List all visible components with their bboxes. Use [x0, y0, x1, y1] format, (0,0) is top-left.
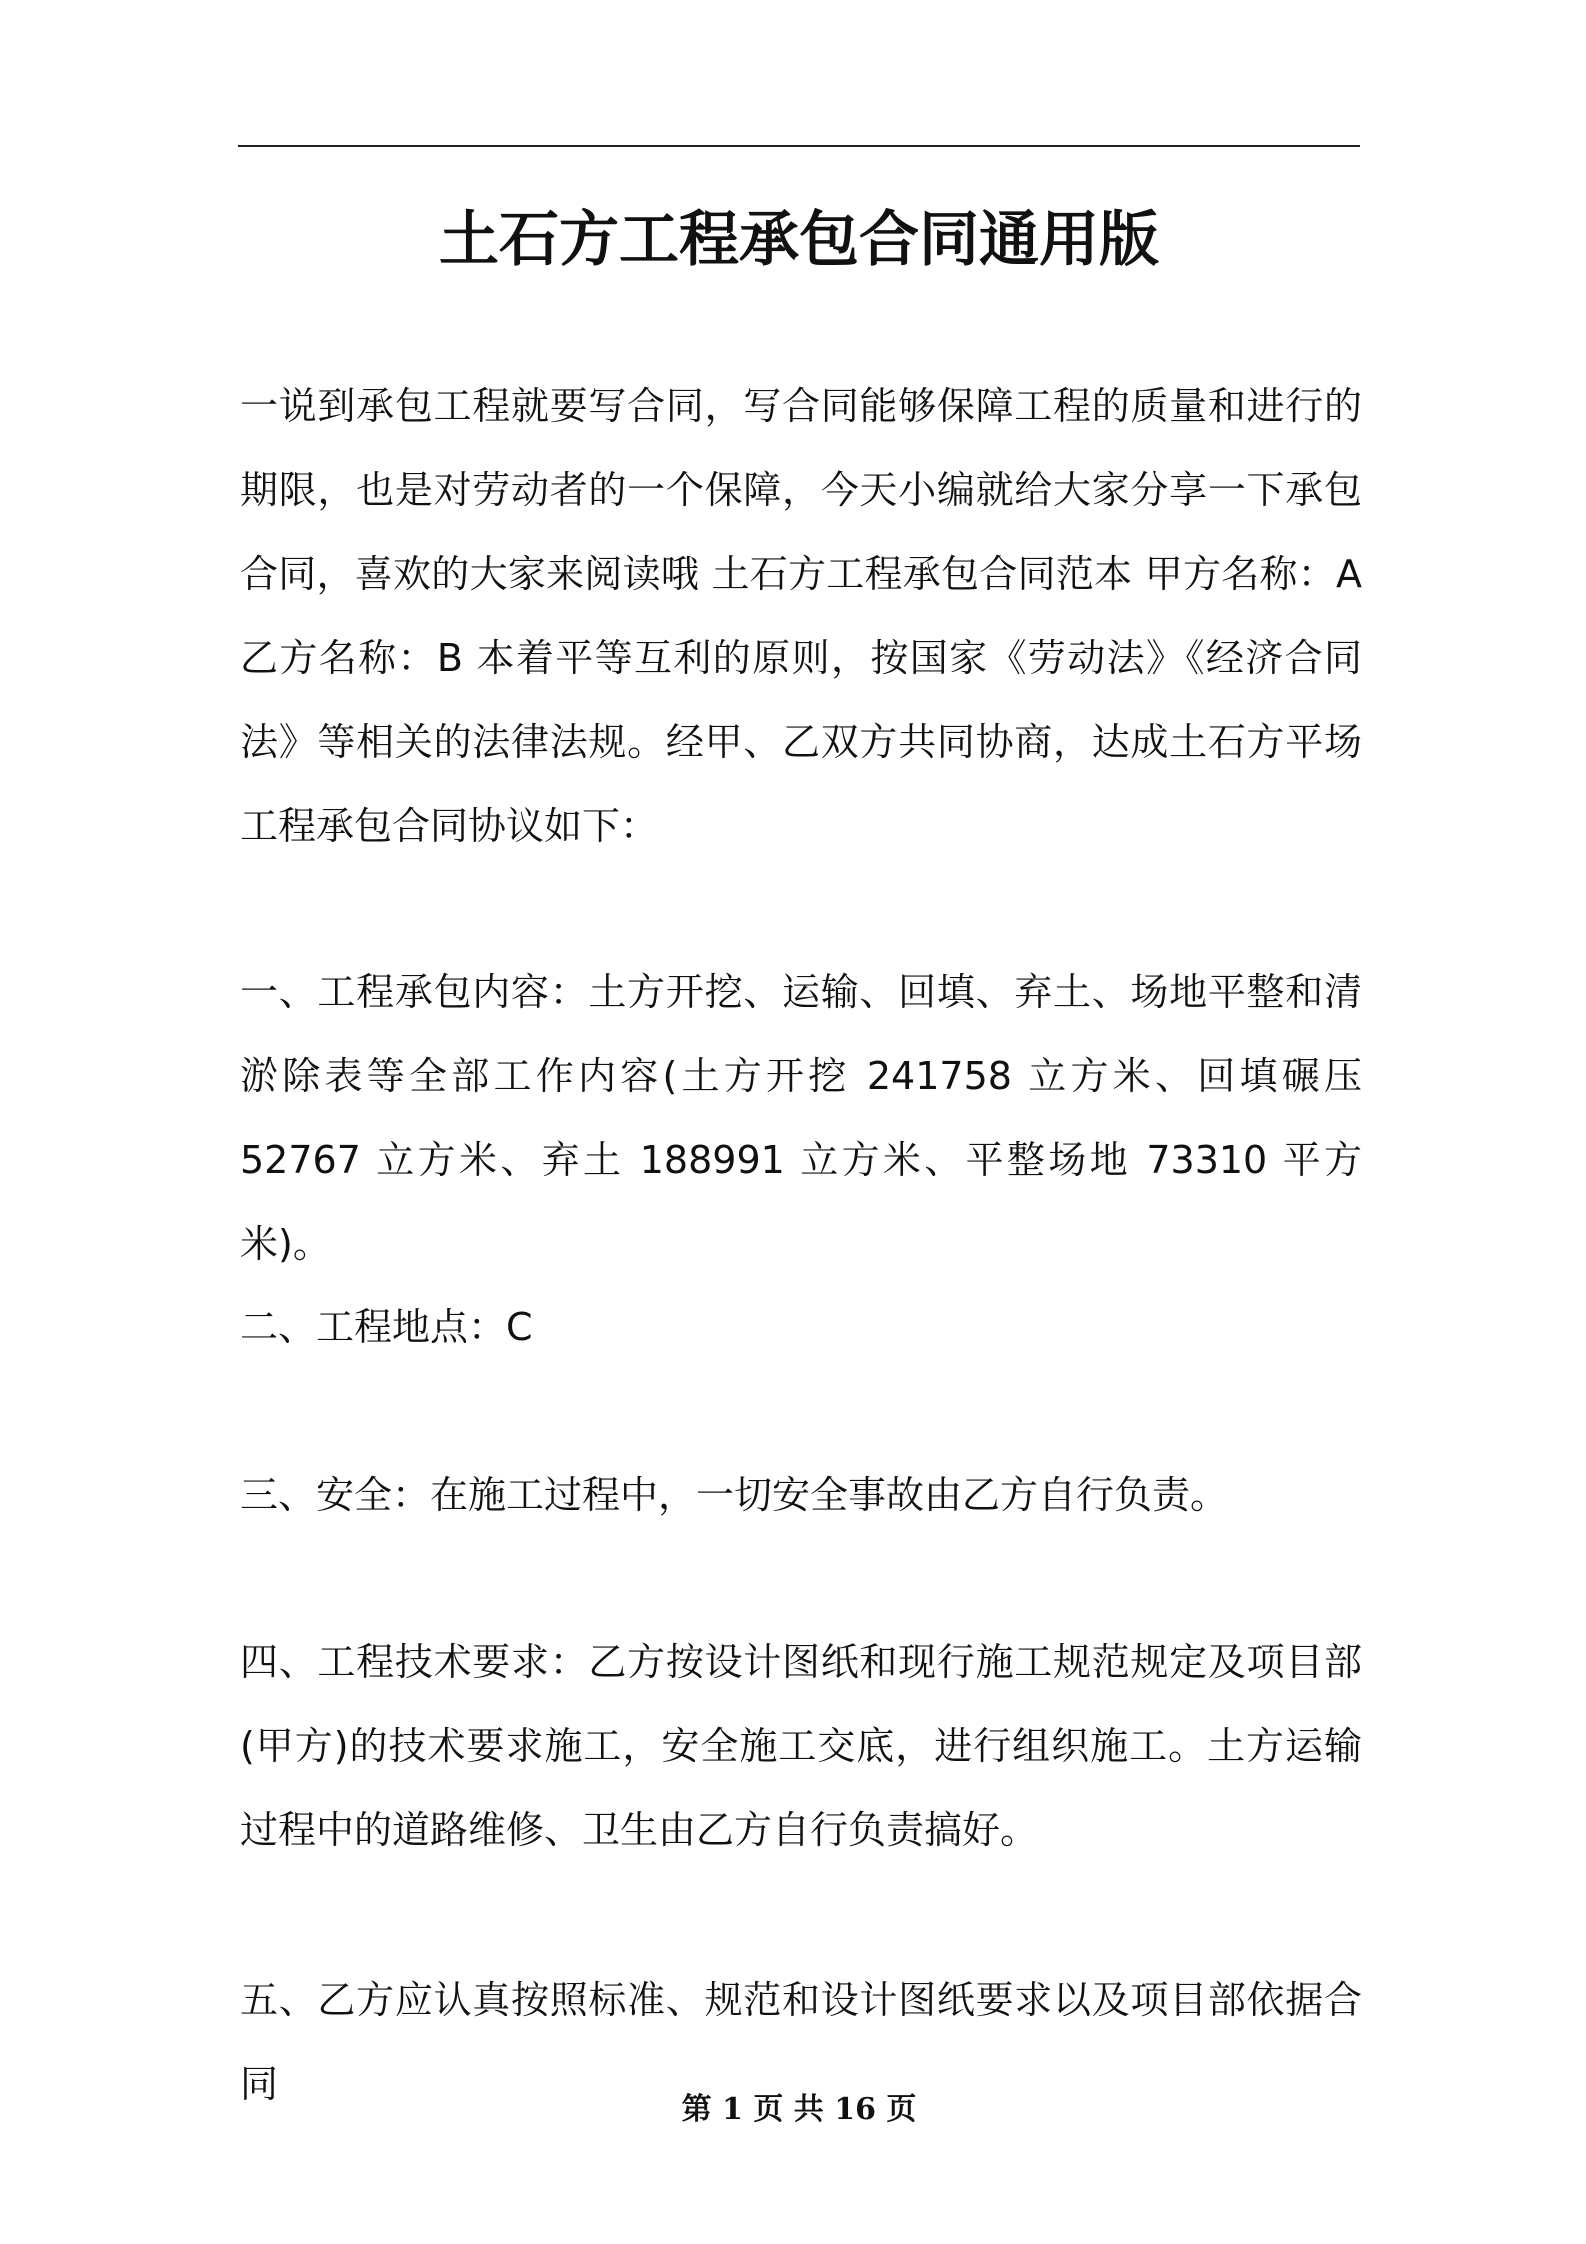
clause-2-paragraph: 二、工程地点：C — [240, 1305, 533, 1349]
clause-3-paragraph: 三、安全：在施工过程中，一切安全事故由乙方自行负责。 — [240, 1473, 1229, 1517]
clause-1-paragraph: 一、工程承包内容：土方开挖、运输、回填、弃土、场地平整和清淤除表等全部工作内容(土方开挖 241758 立方米、回填碾压 52767 立方米、弃土 188991 立方米、平整场地 73310 平方米)。 — [240, 970, 1362, 1266]
intro-paragraph: 一说到承包工程就要写合同，写合同能够保障工程的质量和进行的期限，也是对劳动者的一个保障，今天小编就给大家分享一下承包合同，喜欢的大家来阅读哦 土石方工程承包合同范本 甲方名称：A 乙方名称：B 本着平等互利的原则，按国家《劳动法》《经济合同法》等相关的法律法规。经甲、乙双方共同协商，达成土石方平场工程承包合同协议如下： — [240, 384, 1363, 848]
clause-4-paragraph: 四、工程技术要求：乙方按设计图纸和现行施工规范规定及项目部(甲方)的技术要求施工，安全施工交底，进行组织施工。土方运输过程中的道路维修、卫生由乙方自行负责搞好。 — [240, 1640, 1362, 1852]
page-footer: 第 1 页 共 16 页 — [681, 2092, 917, 2127]
clause-5-paragraph: 五、乙方应认真按照标准、规范和设计图纸要求以及项目部依据合同 — [240, 1978, 1362, 2106]
document-title: 土石方工程承包合同通用版 — [439, 205, 1159, 275]
header-rule — [238, 145, 1360, 147]
